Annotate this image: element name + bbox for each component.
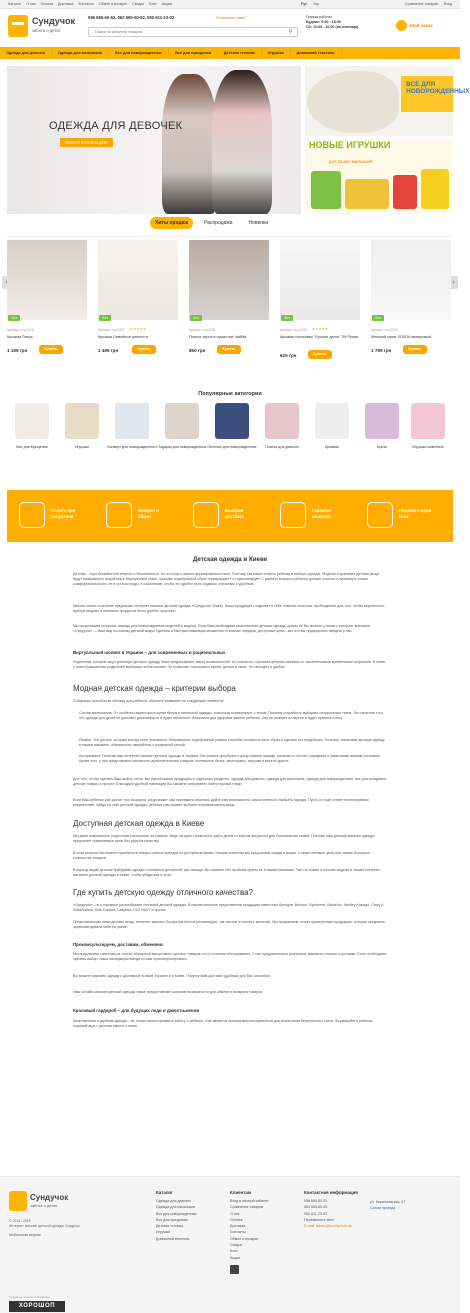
buy-button[interactable]: Купить [132,345,156,354]
footer-link[interactable]: Все для праздника [156,1217,188,1222]
hero-model-2 [212,70,272,214]
product-card[interactable] [189,240,269,365]
toy-image [421,169,449,209]
hit-badge: Хит [8,315,20,321]
schedule [306,15,358,30]
tab-hits[interactable]: Хиты продаж [150,217,193,229]
footer-link[interactable]: Детская техника [156,1224,184,1229]
benefit-delivery [189,498,269,534]
product-name[interactable]: Платье серое в пушистые ЧайМя [189,335,247,339]
nav-girls[interactable]: Одежда для девочек [0,47,52,59]
search-input[interactable] [89,28,279,36]
footer-link[interactable]: Игрушки [156,1230,171,1235]
footer-clients-title: Клиентам [230,1190,252,1195]
callback-link[interactable]: Позвонить вам? [216,15,246,20]
benefits-bar [7,490,453,542]
cart-label: Мой заказ [410,23,433,28]
toys-banner-subtitle: для ваших малышей! [329,159,373,164]
seo-paragraph: Именно такое сочетание предлагает интернет магазин детской одежды «Сундучок» (Киев). Наша продукция соединяет в себе главные качества, необходимые для того, чтобы вероятность выбора модных и стильных продуктов было удобно, красочно. [73,604,385,613]
footer-link[interactable]: Оплата [230,1217,243,1222]
seo-subheading: Красивый гардероб – для будущих леди и джентльменов [73,1008,200,1013]
seo-paragraph: Качественная и удобная одежда – не только важно проявить заботу о ребенке. Она является прекрасным инструментом для воспитания безупречного стиля. Формируйте в ребенке хороший вкус с детства вместе с нами. [73,1019,373,1028]
benefit-label: Покупка в один клик [399,508,432,519]
footer-catalog [156,1190,197,1242]
footer-link[interactable]: Обмен и возврат [230,1236,259,1241]
tab-sale[interactable]: Распродажа [204,220,233,226]
footer-clients [230,1190,269,1274]
footer [0,1176,460,1313]
seo-paragraph: В этом вопросе Вы можете приобрести товары разных брендов по доступным ценам. Нашим клиентам мы предлагаем скидки и акции, а также оптовые цены при заказе большого количества товаров. [73,851,370,860]
nav-boys[interactable]: Одежда для мальчиков [52,47,109,59]
tab-new[interactable]: Новинки [248,220,269,226]
product-sku: Артикул: стр-2227 [98,328,125,332]
product-sku: Артикул: стр-2233 [280,328,307,332]
footer-link[interactable]: Все для новорожденных [156,1211,197,1216]
product-sku: Артикул: стр-2226 [7,328,34,332]
lang-ua[interactable]: Укр [313,2,319,6]
category-label: Куклы [376,445,388,449]
seo-heading: Доступная детская одежда в Киеве [73,819,205,828]
copyright [9,1219,80,1228]
main-nav [0,47,460,59]
buy-button[interactable]: Купить [308,350,332,359]
benefit-return [102,498,182,534]
lang-ru[interactable]: Рус [300,2,308,6]
hand-pointer-icon [367,502,393,528]
seo-heading: Модная детская одежда – критерии выбора [73,684,236,693]
seo-paragraph: Для того, чтобы сделать Ваш выбор легче, мы расположили продукцию в отдельных разделах: одежда для девочек, одежда для мальчиков, одежда для новорожденных, все для праздника, детские товары и прочее. Благодаря удобной навигации Вы сможете оперативно найти нужный товар. [73,777,387,786]
hero-title: ОДЕЖДА ДЛЯ ДЕВОЧЕК [49,120,183,132]
wallet-icon [19,502,45,528]
map-link[interactable]: Схема проезда [370,1206,396,1211]
toy-image [311,171,341,209]
rating-stars: ★★★★★ [130,327,147,331]
product-name[interactable]: Крыжма Птица [7,335,33,339]
schedule-saturday: Сб: 10:00 - 16:00 (пн-пятница) [306,25,359,29]
footer-catalog-title: Каталог [156,1190,174,1195]
seo-paragraph: «Сундучок» – это огромное разнообразие стильной детской одежды. В нашем каталоге представлена продукция известных брендов: Bebeps, Gymboree, Babal,inc, Medley Kazaqui, Crazy 8, SofiaShelest, Kids Couture, Ladybird, OLD NAVY и прочих. [73,903,385,912]
cart-icon [396,20,407,31]
product-card[interactable] [7,240,87,365]
footer-phone[interactable]: 063 565-60-52 [304,1205,328,1210]
newborn-banner[interactable] [305,66,470,136]
hit-badge: Хит [99,315,111,321]
seo-paragraph: Вы можете заказать одежду с доставкой по всей Украине и в Киеве. Покупку Вам доставят удобным для Вас способом. [73,974,271,978]
top-link-catalog[interactable]: Каталог [8,2,22,6]
horoshop-logo[interactable]: ХОРОШОП [9,1301,65,1312]
footer-contacts-title: Контактная информация [304,1190,358,1195]
seo-paragraph: Наш онлайн-магазин детской одежды также предоставляет широкие возможности для обмена и возврата товаров. [73,990,263,994]
top-right [301,2,452,6]
seo-subheading: Виртуальный шопинг в Украине – для современных и рациональных [73,650,226,655]
hit-badge: Хит [281,315,293,321]
product-tabs [150,217,320,229]
category-dolls[interactable] [357,403,407,463]
category-image [315,403,349,439]
footer-phone[interactable]: 050 611-23-02 [304,1211,328,1216]
footer-link[interactable]: Сравнение товаров [230,1205,263,1210]
copyright-text: Интернет магазин детской одежды Сундучок [9,1223,80,1228]
toys-banner-title: НОВЫЕ ИГРУШКИ [309,140,391,150]
benefit-label: Быстрая доставка [225,508,244,519]
top-link-payment[interactable]: Оплата [40,2,54,6]
benefit-label: Возврат и обмен [138,508,159,519]
seo-paragraph: Представленные нами детские вещи, интернет магазин Sundychok.kiev.ua рекомендует, так как они отличного качества. Мы предлагаем только проверенную продукцию, которая прекрасно зарекомендовала себя на рынке. [73,920,385,929]
category-toys[interactable] [57,403,107,463]
benefit-label: Гарантия качества [312,508,332,519]
category-label: Крыжмы [324,445,340,449]
hero-banner[interactable] [7,66,301,214]
product-image[interactable] [371,240,451,320]
category-image [65,403,99,439]
nav-tech[interactable]: Детская техника [218,47,262,59]
compare-link[interactable]: Сравнение товаров [405,2,438,6]
footer-link[interactable]: Блог [230,1249,238,1254]
search-icon[interactable]: ⚲ [288,29,293,35]
toys-banner[interactable] [305,139,453,214]
category-gifts[interactable] [157,403,207,463]
seo-title: Детская одежда в Киеве [192,556,268,563]
category-label: Пеленки для новорожденных [207,445,257,449]
footer-link[interactable]: Акции [230,1255,241,1260]
product-card[interactable] [371,240,451,365]
phone-numbers[interactable]: 096 565-60-52, 063 565-60-52, 050 611-23-02 [88,15,175,20]
hero-badge: НОВАЯ КОЛЛЕКЦИЯ! [60,138,113,147]
seo-list-item: Состав материалов. От особенно важен при покупке белья и нательной одежды, поскольку контактирует с телом. Поэтому старайтесь выбирать натуральные ткани. Это гарантия того, что одежда для детей не доставит дискомфорта и будет абсолютно безопасна для здоровья вашего ребенка. Она не вызовет аллергии и будет приятна к телу. [79,711,384,720]
baby-blanket-image [307,71,399,133]
schedule-title: График работы: [306,15,333,19]
nav-holiday[interactable]: Все для праздника [169,47,218,59]
top-link-contacts[interactable]: Контакты [78,2,94,6]
product-price: 1 499 грн [98,348,119,353]
buy-button[interactable]: Купить [39,345,63,354]
footer-logo[interactable] [9,1191,69,1217]
category-dresses[interactable] [257,403,307,463]
category-label: Конверт для новорожденного [107,445,157,449]
category-label: Платья для девочек [265,445,299,449]
seo-list-item: Ассортимент. Посетив наш интернет магазин детской одежды в Украине, Вы можете приобрести сразу разные наряды, начиная от летнего сарафана и заканчивая зимним костюмом. Кроме того, у нас представлено множество дополнительных товаров: постельное белье, аксессуары, игрушки и многое другое. [79,754,381,763]
top-link-discounts[interactable]: Скидки [132,2,145,6]
hit-badge: Хит [372,315,384,321]
facebook-icon[interactable] [230,1265,239,1274]
nav-toys[interactable]: Игрушки [262,47,291,59]
dev-credit: Создание интернет-магазина [9,1295,50,1299]
hero-model-1 [162,74,217,214]
product-name[interactable]: Крыжма Семейные ценности [98,335,148,339]
category-label: Подарки для новорожденных [157,445,207,449]
footer-link[interactable]: Контакты [230,1230,246,1235]
category-image [165,403,199,439]
divider [7,236,453,237]
footer-callback[interactable]: E-mail: admin@sundychok.ua [304,1224,352,1229]
cart-button[interactable] [410,23,433,28]
schedule-weekdays: Будние: 9:00 - 18:30 [306,20,341,24]
seo-paragraph: Если Ваш ребенок уже достиг того возраста, когда может сам принимать решения, дайте ему возможность самостоятельно выбрать наряды. Пусть он тоже станет полноправным покупателем. Зайдя на сайт детской одежды, ребенок сам сможет выбрать понравившуюся вещь. [73,798,369,807]
rating-stars: ★★★★★ [312,327,329,331]
logo[interactable] [8,13,78,41]
footer-address [370,1199,405,1212]
category-label: Все для Крещения [16,445,48,449]
nav-textile[interactable]: Домашний текстиль [291,47,342,59]
mobile-version-link[interactable]: Мобильная версия [9,1233,41,1237]
footer-phone[interactable]: 096 565-60-52 [304,1199,328,1203]
product-name[interactable]: Женский халат ЗОЛОА велюровый [371,335,431,339]
benefit-one-click [363,498,443,534]
seo-paragraph: Мы продолжаем стильные наряды для новорожденных моделей и модниц. Если Вам необходима качественная детская одежда, купить ее Вы можете у нашего интернет-магазина «Сундучок» — Ваш вид по-новому детской моды! Удобная и быстрая навигация множество стильных нарядов, доступные цены - все это вы традиционно найдете у нас. [73,624,370,633]
flag-icon [280,502,306,528]
address-text: ул. Кирилловская, 47 [370,1200,406,1204]
logo-chest-icon [9,1191,27,1211]
newborn-banner-text: ВСЁ ДЛЯ НОВОРОЖДЕННЫХ [406,81,470,95]
top-link-exchange[interactable]: Обмен и возврат [99,2,128,6]
top-link-delivery[interactable]: Доставка [58,2,74,6]
footer-link[interactable]: Доставка [230,1224,246,1229]
category-image [215,403,249,439]
seo-list-item: Размер. Это деталь, которую всегда стоит учитывать. Неправильно подобранный размер способен испортить весь образ и сделать его неудобным. Поэтому, заказывая детскую одежду в нашем магазине, обязательно сверяйтесь с размерной сеткой. [79,738,385,747]
buy-button[interactable]: Купить [403,345,427,354]
category-image [115,403,149,439]
login-link[interactable]: Вход [443,2,452,6]
footer-logo-tagline: забота о детях [30,1203,58,1208]
category-envelope[interactable] [107,403,157,463]
top-link-blog[interactable]: Блог [149,2,157,6]
product-image[interactable] [280,240,360,320]
top-links [8,2,172,6]
category-image [365,403,399,439]
seo-heading: Где купить детскую одежду отличного качества? [73,888,253,897]
product-price: 625 грн [280,353,297,358]
footer-logo-name: Сундучок [30,1193,69,1202]
carousel-next-button[interactable]: › [449,276,458,289]
seo-paragraph: Детство - пора беззаботной энергии и безопасности. Но это еще и время формирования стиля. Поэтому так важно помочь ребенку в выборе одежды. Модные и красивые детские вещи будут возможность выработать безупречный стиль. Красиво подобранный образ «превращает» и гармонизирует. С раннего возраста ребенок должен учиться к лучшему и только комфортабельности, не в остатки моды. К сожалению, чтобы это удобно быть модным, стильным и удобным. [73,572,379,586]
popular-categories [7,403,453,463]
product-image[interactable] [98,240,178,320]
copyright-years: © 2013 - 2019 [9,1219,31,1223]
footer-contacts [304,1190,358,1229]
category-label: Игрушки животные [412,445,444,449]
footer-link[interactable]: Одежда для мальчиков [156,1205,196,1210]
category-kryzhmy[interactable] [307,403,357,463]
thumbs-up-icon [106,502,132,528]
footer-link[interactable]: Домашний текстиль [156,1236,190,1241]
seo-paragraph: Родителям, которые ищут красивую детскую одежду, Киев предоставляет массу возможностей. Но поиски по торговым центрам связаны со значительными временными затратами. В связи с этим большинство родителей выбирают online-шопинг. Он позволяет сэкономить время, деньги и силы. Это выгодно и удобно. [73,660,386,669]
category-image [15,403,49,439]
product-card[interactable] [98,240,178,365]
product-carousel [7,240,453,365]
product-price: 850 грн [189,348,206,353]
category-image [411,403,445,439]
seo-paragraph: Мы даем возможность родителям сэкономить на покупке. Ведь сегодня стремление одеть детей со вкусом актуально для большинства семей. Поэтому наш детский магазин одежды предлагает приемлемые цены без ущерба качеству. [73,834,375,843]
truck-icon [193,502,219,528]
toy-image [345,179,389,209]
product-price: 1 799 грн [371,348,392,353]
logo-chest-icon [8,15,28,37]
search-box [88,27,298,37]
footer-link[interactable]: О нас [230,1211,240,1216]
product-sku: Артикул: стр-2231 [189,328,216,332]
footer-link[interactable]: Одежда для девочек [156,1199,191,1203]
category-diapers[interactable] [207,403,257,463]
category-label: Игрушки [74,445,90,449]
footer-link[interactable]: Скидки [230,1243,242,1248]
top-bar [0,0,460,9]
product-sku: Артикул: стр-2234 [371,328,398,332]
popular-categories-title: Популярные категории [198,391,262,397]
category-baptism[interactable] [7,403,57,463]
category-animal-toys[interactable] [403,403,453,463]
footer-phone[interactable]: Перезвоните мне! [304,1217,335,1222]
benefit-quality [276,498,356,534]
top-link-promo[interactable]: Акции [161,2,172,6]
nav-newborn[interactable]: Все для новорожденных [109,47,169,59]
seo-paragraph: Мы предлагаем клиентам не только обширный ассортимент детских товаров, но и отличное обслуживание. У нас предусмотрены различные варианты оплаты и доставки. Если необходимо сделать выбор, наши менеджеры всегда готовы проконсультировать. [73,952,387,961]
logo-tagline: забота о детях [32,28,61,33]
logo-name: Сундучок [32,16,75,26]
product-card[interactable] [280,240,360,365]
product-name[interactable]: Крыжма хлопковая "Лучшие детки" ТМ Руана [280,335,358,339]
buy-button[interactable]: Купить [217,345,241,354]
seo-paragraph: В период акций детская брендовая одежда становится доступной, как никогда. Вы сможете без проблем купить ее в нашем магазине. Так что новые и лучшие модели в нашем интернет-магазине детской одежды в Киеве, чтобы убедиться в этом. [73,868,382,877]
product-image[interactable] [7,240,87,320]
product-price: 1 199 грн [7,348,28,353]
footer-link[interactable]: Вход в личный кабинет [230,1199,269,1203]
top-link-about[interactable]: О нас [26,2,36,6]
product-image[interactable] [189,240,269,320]
seo-paragraph: Собираясь приобрести обновку для ребенка, обратите внимание на следующие элементы: [73,699,225,703]
header [0,9,460,45]
benefit-label: Оплата при получении [51,508,75,519]
benefit-payment [15,498,95,534]
category-image [265,403,299,439]
seo-subheading: Прокомсультируем, доставим, обменяем [73,942,163,947]
hit-badge: Хит [190,315,202,321]
toy-image [393,175,417,209]
